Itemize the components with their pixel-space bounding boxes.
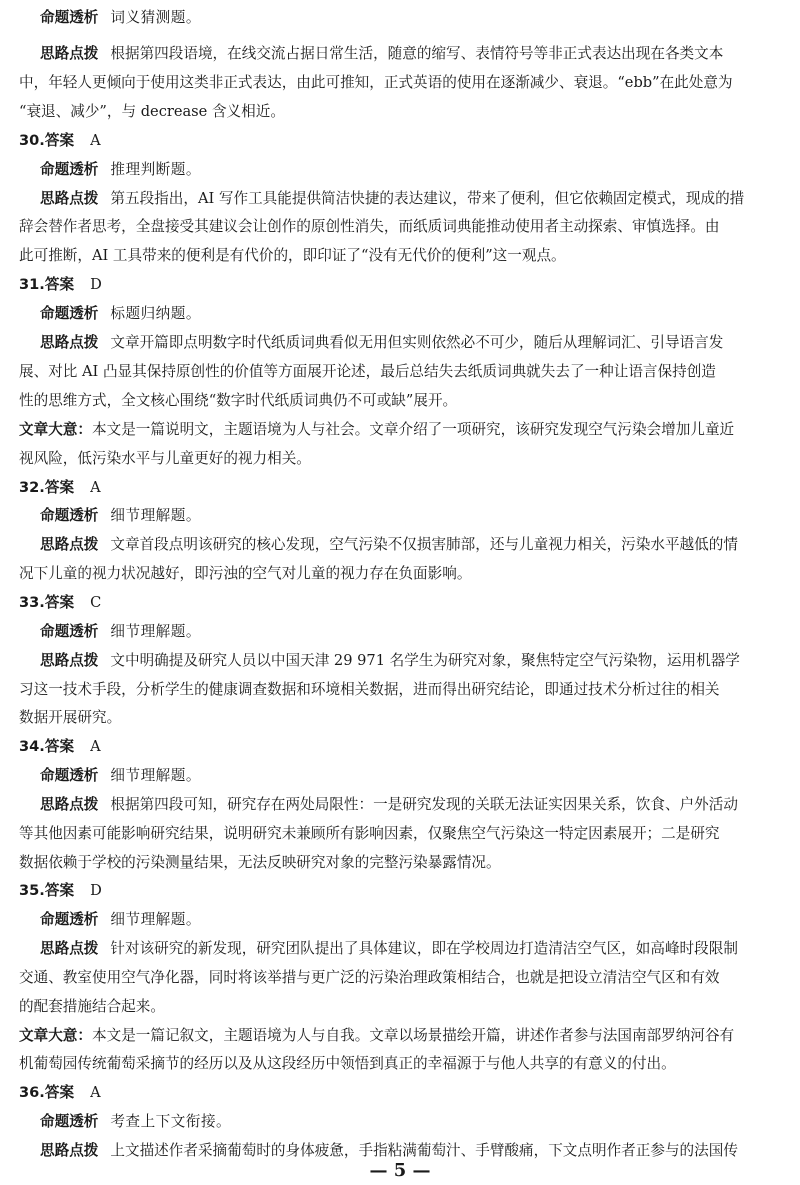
q35-number: 35. [19, 882, 45, 899]
q31-idea-text-1: 文章开篇即点明数字时代纸质词典看似无用但实则依然必不可少，随后从理解词汇、引导语言发 [110, 334, 724, 351]
answer-label: 答案 [44, 479, 75, 496]
q34-number: 34. [19, 738, 45, 755]
q33-type: 细节理解题。 [110, 623, 201, 640]
q31-topic-line [40, 303, 781, 325]
q30-topic-line [40, 159, 781, 181]
q32-topic-line [40, 505, 781, 527]
q31-number: 31. [19, 276, 45, 293]
q33-number: 33. [19, 594, 45, 611]
q32-type: 细节理解题。 [110, 507, 201, 524]
q34-idea-text-3: 数据依赖于学校的污染测量结果，无法反映研究对象的完整污染暴露情况。 [19, 854, 501, 871]
q35-idea-line [40, 938, 781, 960]
q33-answer: C [90, 594, 102, 611]
summary-1-text-1: 本文是一篇说明文，主题语境为人与社会。文章介绍了一项研究，该研究发现空气污染会增加儿童近 [92, 421, 735, 438]
q33-idea-text-3: 数据开展研究。 [19, 709, 122, 726]
idea-label: 思路点拨 [40, 940, 99, 957]
q36-topic-line [40, 1111, 781, 1133]
q32-idea-text-2: 况下儿童的视力状况越好，即污浊的空气对儿童的视力存在负面影响。 [19, 565, 472, 582]
q36-idea-line [40, 1140, 781, 1162]
idea-label: 思路点拨 [40, 190, 99, 207]
answer-label: 答案 [44, 594, 75, 611]
q32-idea-text-1: 文章首段点明该研究的核心发现，空气污染不仅损害肺部，还与儿童视力相关，污染水平越低的情 [110, 536, 738, 553]
summary-1-text-2: 视风险，低污染水平与儿童更好的视力相关。 [19, 450, 311, 467]
q34-answer: A [90, 738, 101, 755]
q34-idea-text-1: 根据第四段可知，研究存在两处局限性：一是研究发现的关联无法证实因果关系，饮食、户外活动 [110, 796, 738, 813]
q32-answer-line [19, 477, 781, 499]
q35-idea-text-2: 交通、教室使用空气净化器，同时将该举措与更广泛的污染治理政策相结合，也就是把设立清洁空气区和有效 [19, 969, 720, 986]
q34-answer-line [19, 736, 781, 758]
answer-label: 答案 [44, 882, 75, 899]
idea-label: 思路点拨 [40, 536, 99, 553]
topic-label: 命题透析 [40, 507, 99, 524]
q32-number: 32. [19, 479, 45, 496]
answer-label: 答案 [44, 276, 75, 293]
summary-2-text-1: 本文是一篇记叙文，主题语境为人与自我。文章以场景描绘开篇，讲述作者参与法国南部罗纳河谷有 [92, 1027, 735, 1044]
summary-2-text-2: 机葡萄园传统葡萄采摘节的经历以及从这段经历中领悟到真正的幸福源于与他人共享的有意义的付出。 [19, 1055, 676, 1072]
q33-idea-text-1: 文中明确提及研究人员以中国天津 29 971 名学生为研究对象，聚焦特定空气污染物，运用机器学 [110, 652, 740, 669]
topic-label: 命题透析 [40, 305, 99, 322]
topic-label: 命题透析 [40, 1113, 99, 1130]
q31-answer: D [90, 276, 102, 293]
topic-label: 命题透析 [40, 161, 99, 178]
summary-label: 文章大意： [19, 1027, 92, 1044]
q36-idea-text-1: 上文描述作者采摘葡萄时的身体疲惫，手指粘满葡萄汁、手臂酸痛，下文点明作者正参与的法国传 [110, 1142, 738, 1159]
idea-label: 思路点拨 [40, 334, 99, 351]
q30-idea-text-2: 辞会替作者思考，全盘接受其建议会让创作的原创性消失，而纸质词典能推动使用者主动探索、审慎选择。由 [19, 218, 720, 235]
q35-topic-line [40, 909, 781, 931]
q35-idea-text-3: 的配套措施结合起来。 [19, 998, 165, 1015]
q30-idea-text-1: 第五段指出，AI 写作工具能提供简洁快捷的表达建议，带来了便利，但它依赖固定模式，现成的措 [110, 190, 745, 207]
answer-label: 答案 [44, 1084, 75, 1101]
idea-label: 思路点拨 [40, 45, 99, 62]
q35-answer: D [90, 882, 102, 899]
q29-idea-line [40, 43, 781, 65]
page-number: — 5 — [369, 1160, 431, 1181]
topic-label: 命题透析 [40, 9, 99, 26]
q34-topic-line [40, 765, 781, 787]
q36-answer-line [19, 1082, 781, 1104]
q31-type: 标题归纳题。 [110, 305, 201, 322]
q30-idea-line [40, 188, 781, 210]
idea-label: 思路点拨 [40, 1142, 99, 1159]
q35-type: 细节理解题。 [110, 911, 201, 928]
q36-number: 36. [19, 1084, 45, 1101]
article-summary-2-line-1 [19, 1025, 781, 1047]
q34-type: 细节理解题。 [110, 767, 201, 784]
topic-label: 命题透析 [40, 767, 99, 784]
q30-answer: A [90, 132, 101, 149]
q31-idea-text-3: 性的思维方式，全文核心围绕“数字时代纸质词典仍不可或缺”展开。 [19, 392, 458, 409]
q29-topic-line [40, 7, 781, 29]
q31-answer-line [19, 274, 781, 296]
answer-label: 答案 [44, 738, 75, 755]
q34-idea-line [40, 794, 781, 816]
q29-type: 词义猜测题。 [110, 9, 201, 26]
q33-idea-line [40, 650, 781, 672]
idea-label: 思路点拨 [40, 652, 99, 669]
q32-idea-line [40, 534, 781, 556]
q36-answer: A [90, 1084, 101, 1101]
q30-answer-line [19, 130, 781, 152]
q33-answer-line [19, 592, 781, 614]
q29-idea-text-1: 根据第四段语境，在线交流占据日常生活，随意的缩写、表情符号等非正式表达出现在各类文本 [110, 45, 724, 62]
q29-idea-text-2: 中，年轻人更倾向于使用这类非正式表达，由此可推知，正式英语的使用在逐渐减少、衰退。“ebb”在此处意为 [19, 74, 733, 91]
q30-idea-text-3: 此可推断，AI 工具带来的便利是有代价的，即印证了“没有无代价的便利”这一观点。 [19, 247, 566, 264]
q29-idea-text-3: “衰退、减少”，与 decrease 含义相近。 [19, 103, 285, 120]
q34-idea-text-2: 等其他因素可能影响研究结果，说明研究未兼顾所有影响因素，仅聚焦空气污染这一特定因素展开；二是研究 [19, 825, 720, 842]
q31-idea-text-2: 展、对比 AI 凸显其保持原创性的价值等方面展开论述，最后总结失去纸质词典就失去了一种让语言保持创造 [19, 363, 716, 380]
topic-label: 命题透析 [40, 623, 99, 640]
q33-idea-text-2: 习这一技术手段，分析学生的健康调查数据和环境相关数据，进而得出研究结论，即通过技术分析过往的相关 [19, 681, 720, 698]
q35-idea-text-1: 针对该研究的新发现，研究团队提出了具体建议，即在学校周边打造清洁空气区，如高峰时段限制 [110, 940, 738, 957]
article-summary-1-line-1 [19, 419, 781, 441]
q33-topic-line [40, 621, 781, 643]
q36-type: 考查上下文衔接。 [110, 1113, 232, 1130]
topic-label: 命题透析 [40, 911, 99, 928]
q32-answer: A [90, 479, 101, 496]
idea-label: 思路点拨 [40, 796, 99, 813]
summary-label: 文章大意： [19, 421, 92, 438]
answer-label: 答案 [44, 132, 75, 149]
q35-answer-line [19, 880, 781, 902]
q31-idea-line [40, 332, 781, 354]
q30-number: 30. [19, 132, 45, 149]
q30-type: 推理判断题。 [110, 161, 201, 178]
